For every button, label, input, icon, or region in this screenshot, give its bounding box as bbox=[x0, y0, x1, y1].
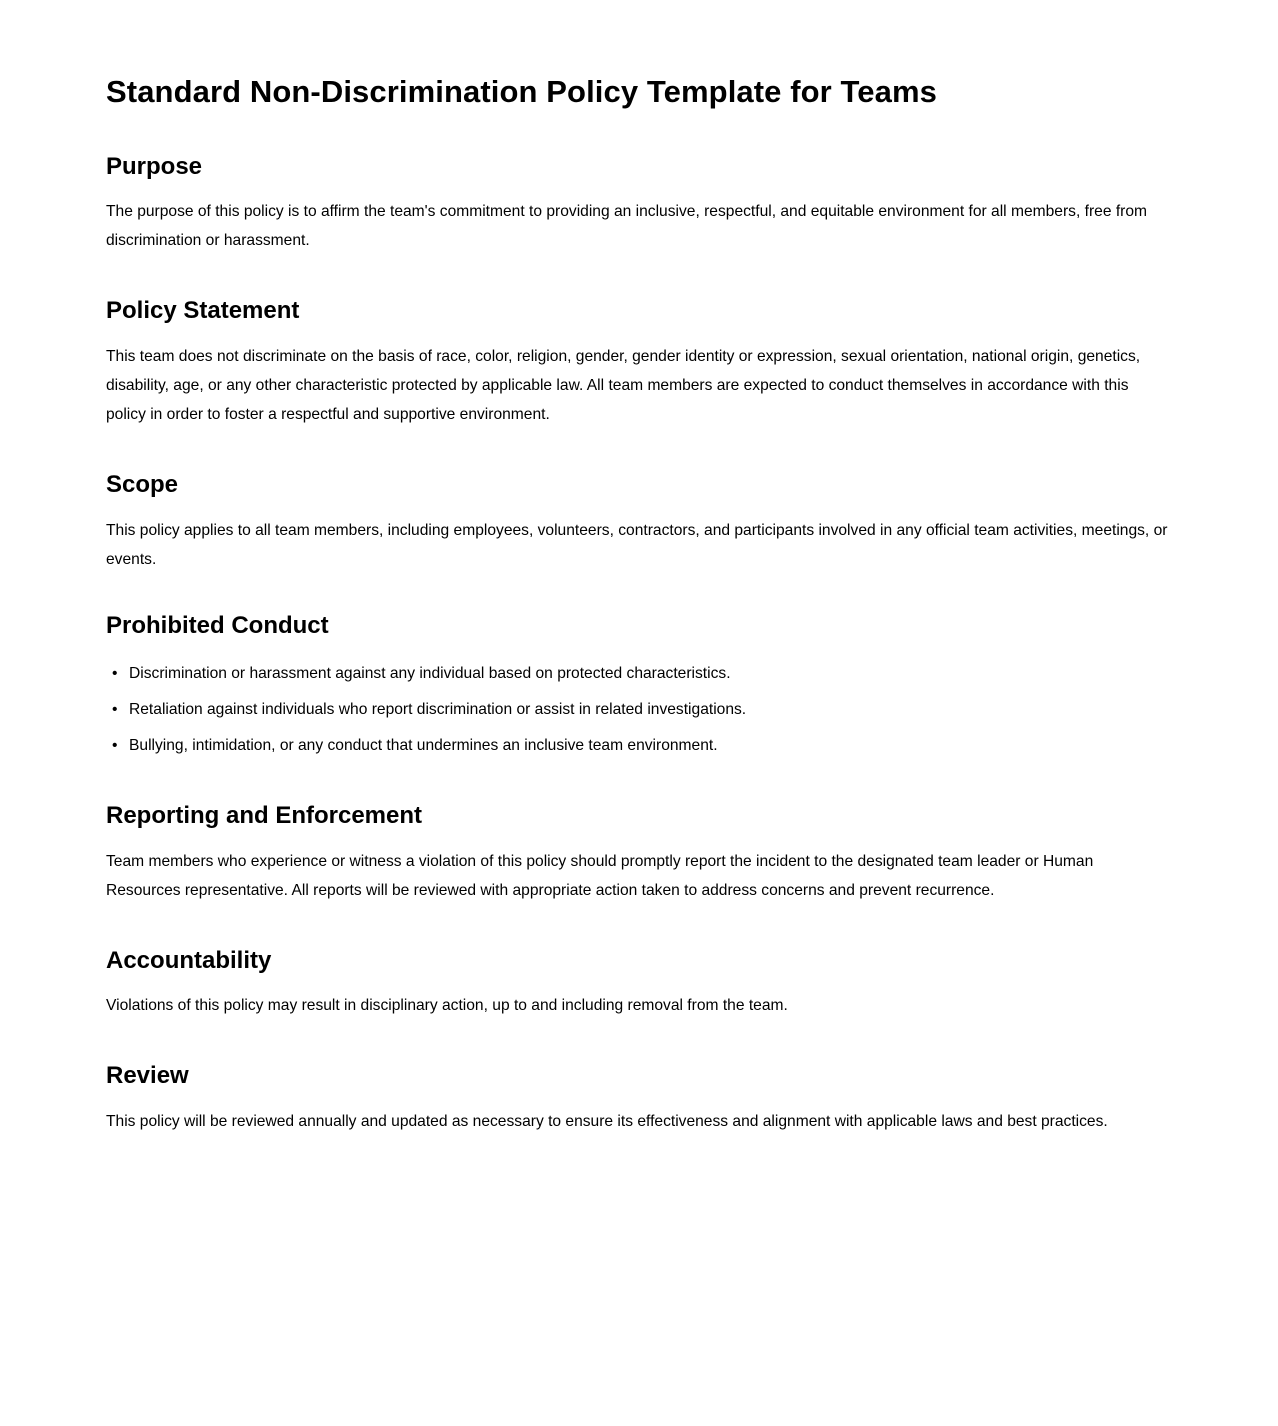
section-heading-prohibited-conduct: Prohibited Conduct bbox=[106, 611, 329, 639]
section-review bbox=[106, 1062, 1168, 1136]
section-paragraph-purpose: The purpose of this policy is to affirm the team's commitment to providing an inclusive, respectful, and equitable environment for all members, free from discrimination or harassment. bbox=[106, 203, 1148, 250]
section-reporting-and-enforcement bbox=[106, 802, 1168, 905]
section-policy-statement bbox=[106, 297, 1168, 429]
section-heading-accountability: Accountability bbox=[106, 946, 272, 974]
prohibited-conduct-list bbox=[106, 659, 1106, 760]
section-scope bbox=[106, 471, 1168, 574]
page-bottom-whitespace bbox=[106, 1136, 1168, 1386]
section-heading-review: Review bbox=[106, 1062, 189, 1090]
bullet-icon: • bbox=[112, 736, 118, 754]
section-paragraph-reporting-and-enforcement: Team members who experience or witness a violation of this policy should promptly report the incident to the designated team leader or Human Resources representative. All reports will be reviewed with appropriate action taken to address concerns and prevent recurrence. bbox=[106, 852, 1094, 899]
list-item-label: Retaliation against individuals who report discrimination or assist in related investigations. bbox=[129, 700, 747, 718]
section-accountability bbox=[106, 947, 1168, 1021]
section-paragraph-accountability: Violations of this policy may result in disciplinary action, up to and including removal from the team. bbox=[106, 997, 788, 1015]
section-heading-purpose: Purpose bbox=[106, 152, 203, 180]
section-heading-scope: Scope bbox=[106, 471, 179, 499]
section-prohibited-conduct bbox=[106, 612, 1168, 760]
section-paragraph-policy-statement: This team does not discriminate on the basis of race, color, religion, gender, gender identity or expression, sexual orientation, national origin, genetics, disability, age, or any other characteristic protected by applicable law. All team members are expected to conduct themselves in accordance with this policy in order to foster a respectful and supportive environment. bbox=[106, 348, 1141, 424]
list-item-label: Discrimination or harassment against any individual based on protected characteristics. bbox=[129, 664, 731, 682]
section-heading-policy-statement: Policy Statement bbox=[106, 297, 300, 325]
list-item bbox=[106, 695, 1106, 724]
list-item bbox=[106, 731, 1106, 760]
bullet-icon: • bbox=[112, 700, 118, 718]
section-paragraph-scope: This policy applies to all team members, including employees, volunteers, contractors, and participants involved in any official team activities, meetings, or events. bbox=[106, 521, 1168, 568]
section-purpose bbox=[106, 153, 1168, 256]
list-item-label: Bullying, intimidation, or any conduct that undermines an inclusive team environment. bbox=[129, 736, 718, 754]
page-title: Standard Non-Discrimination Policy Template for Teams bbox=[106, 74, 937, 109]
list-item bbox=[106, 659, 1106, 688]
bullet-icon: • bbox=[112, 664, 118, 682]
section-heading-reporting-and-enforcement: Reporting and Enforcement bbox=[106, 801, 423, 829]
section-paragraph-review: This policy will be reviewed annually and updated as necessary to ensure its effectiveness and alignment with applicable laws and best practices. bbox=[106, 1113, 1108, 1131]
